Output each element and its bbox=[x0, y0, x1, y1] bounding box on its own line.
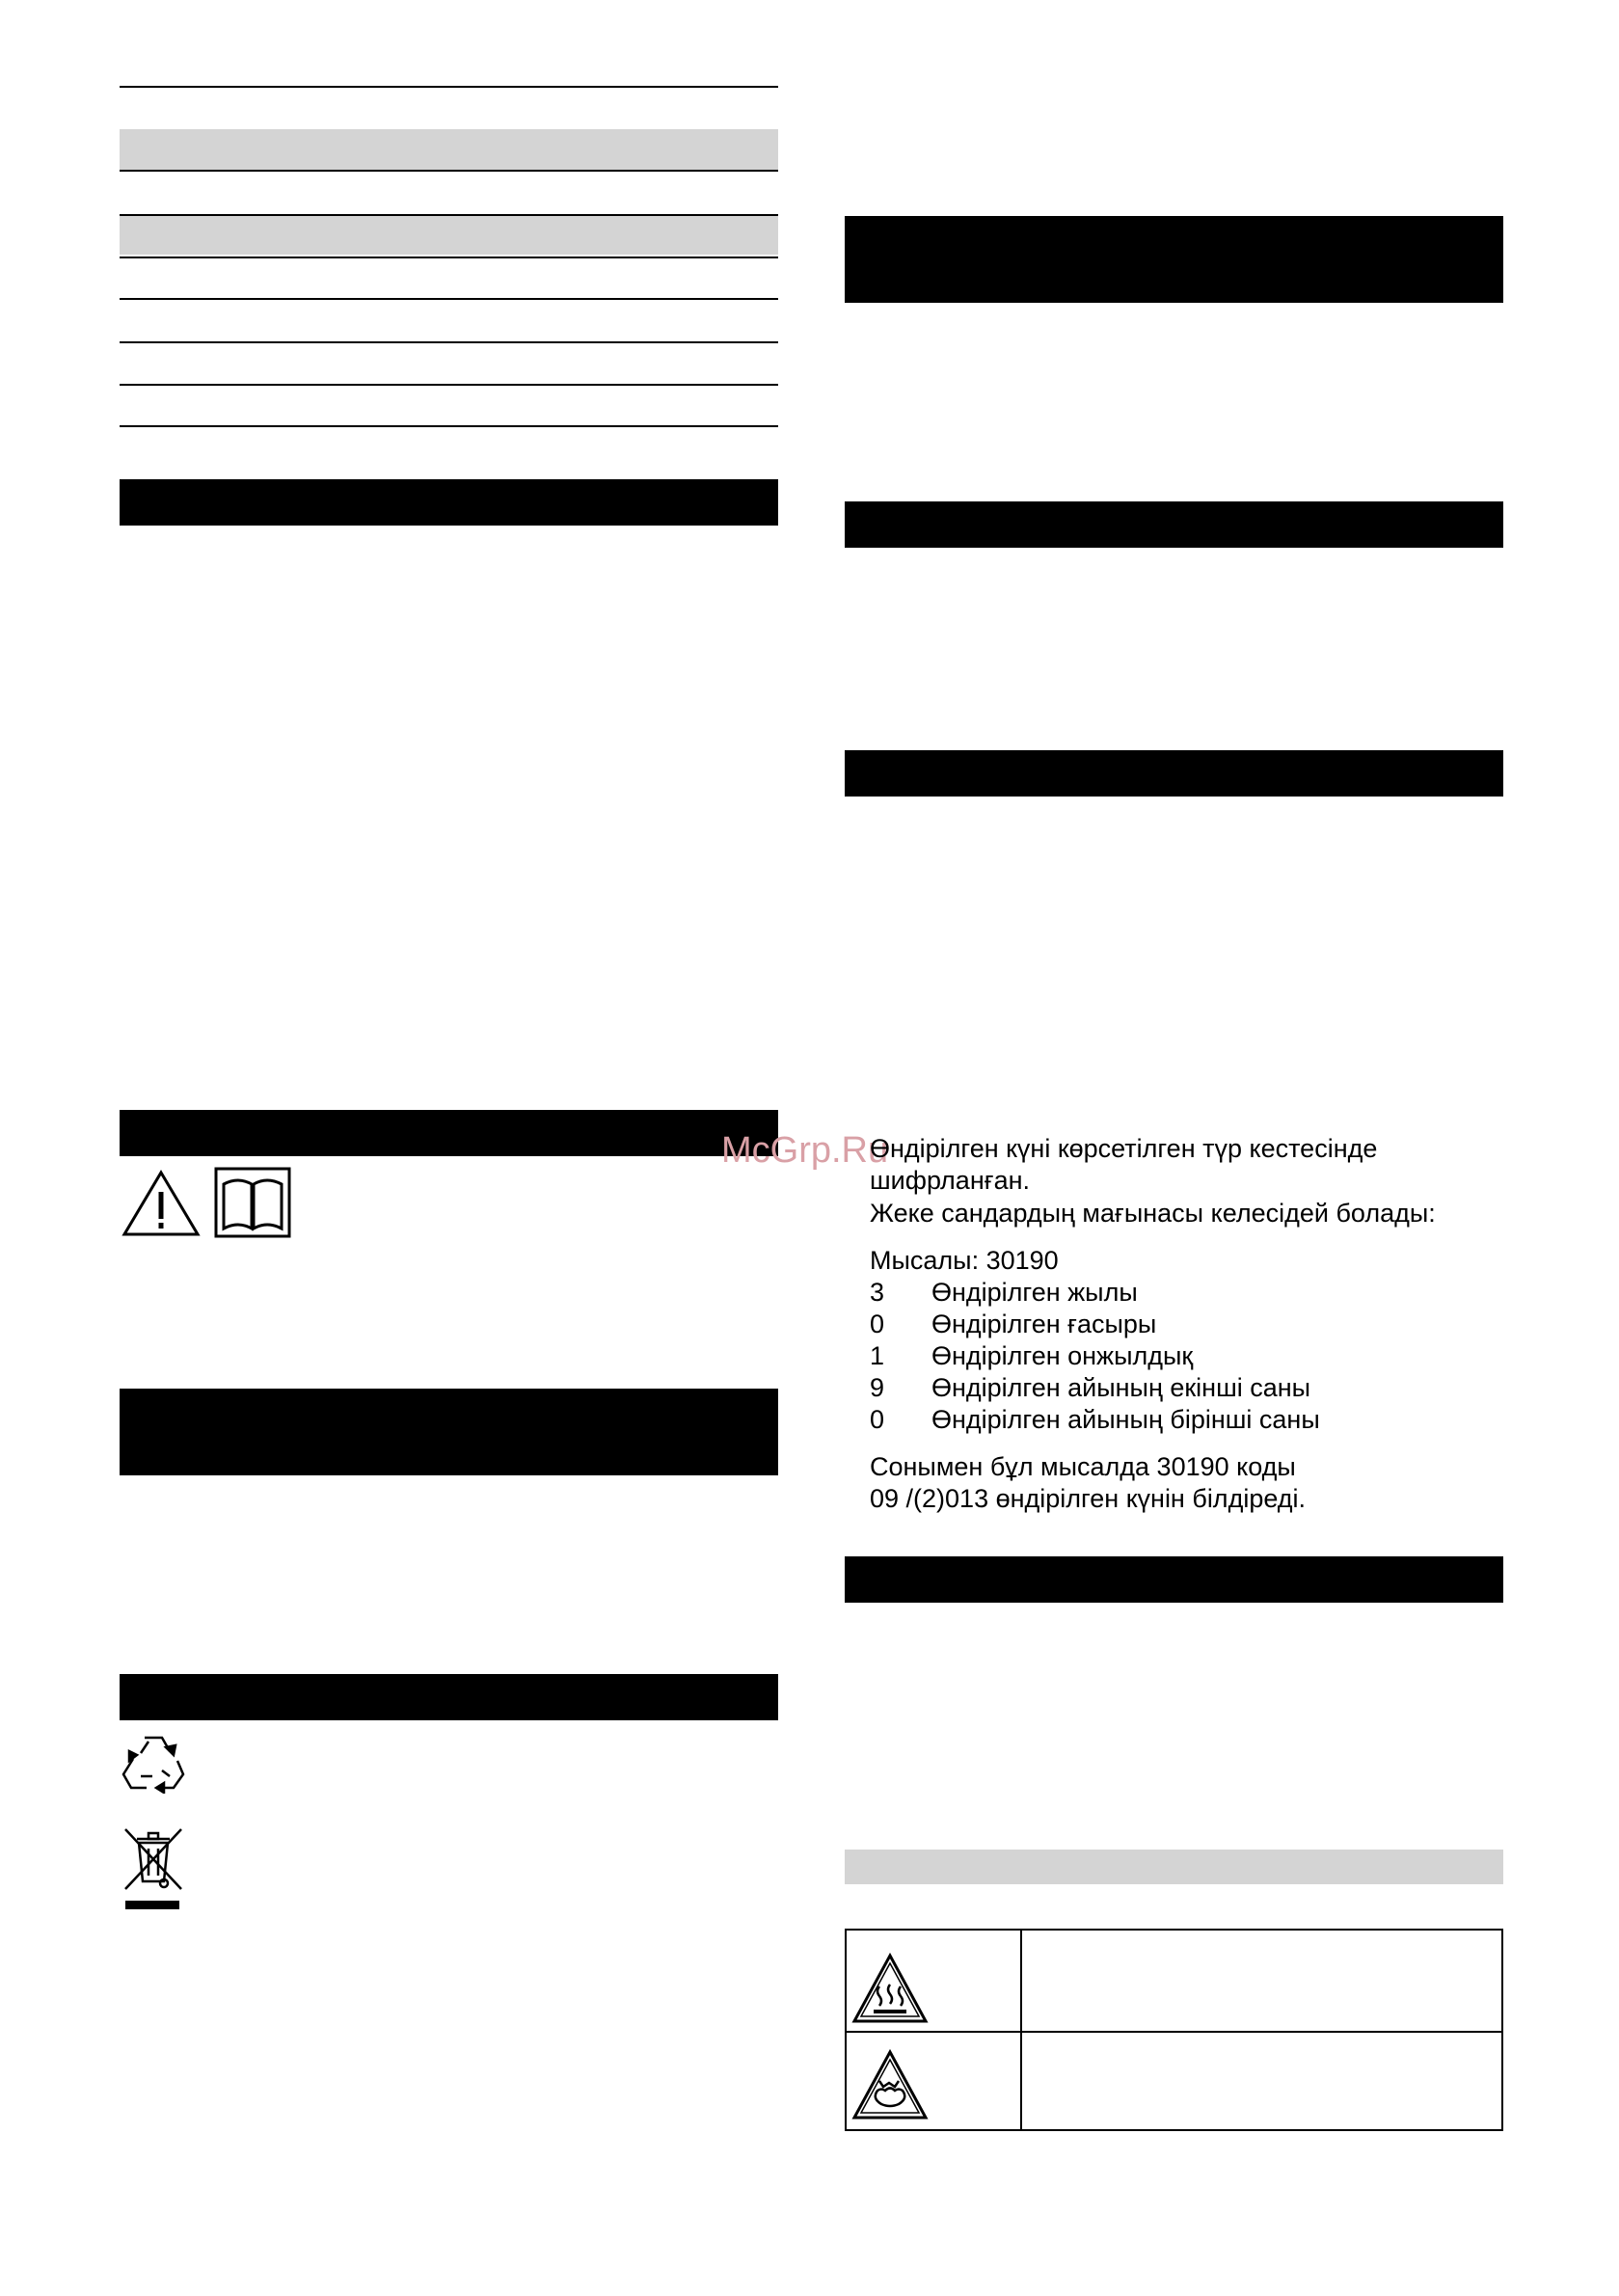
table-rule bbox=[120, 257, 778, 258]
section-heading-bar bbox=[120, 1674, 778, 1720]
date-code-digit: 3 bbox=[870, 1278, 885, 1307]
date-code-meaning: Өндірілген ғасыры bbox=[931, 1310, 1157, 1338]
table-shaded-row bbox=[120, 214, 778, 255]
section-heading-bar bbox=[120, 479, 778, 526]
date-code-digit: 0 bbox=[870, 1310, 885, 1338]
date-code-meaning: Өндірілген онжылдық bbox=[931, 1341, 1194, 1370]
date-code-summary: 09 /(2)013 өндірілген күнін білдіреді. bbox=[870, 1484, 1307, 1513]
recycle-icon bbox=[120, 1732, 187, 1794]
date-code-intro: шифрланған. bbox=[870, 1166, 1031, 1195]
subsection-heading-bar bbox=[845, 1850, 1503, 1884]
crossed-out-bin-icon bbox=[121, 1825, 185, 1912]
table-shaded-row bbox=[120, 129, 778, 170]
section-heading-bar bbox=[845, 750, 1503, 797]
table-rule bbox=[120, 298, 778, 300]
open-book-icon bbox=[214, 1167, 291, 1238]
table-rule-top bbox=[120, 86, 778, 88]
watermark: McGrp.Ru bbox=[721, 1130, 889, 1171]
table-rule bbox=[120, 341, 778, 343]
section-heading-bar bbox=[120, 1389, 778, 1475]
hot-steam-warning-icon bbox=[850, 2048, 930, 2121]
hot-surface-warning-icon bbox=[850, 1952, 930, 2025]
date-code-digit: 0 bbox=[870, 1405, 885, 1434]
warning-triangle-icon bbox=[121, 1169, 202, 1238]
date-code-summary: Сонымен бұл мысалда 30190 коды bbox=[870, 1452, 1296, 1481]
table-rule-bottom bbox=[120, 425, 778, 427]
symbols-table bbox=[845, 1929, 1503, 2131]
section-heading-bar bbox=[120, 1110, 778, 1156]
table-rule bbox=[120, 214, 778, 216]
date-code-meaning: Өндірілген айының бірінші саны bbox=[931, 1405, 1320, 1434]
date-code-intro: Өндірілген күні көрсетілген түр кестесінде bbox=[870, 1134, 1378, 1163]
table-rule bbox=[120, 170, 778, 172]
section-heading-bar bbox=[845, 501, 1503, 548]
table-rule bbox=[120, 384, 778, 386]
date-code-intro: Жеке сандардың мағынасы келесідей болады: bbox=[870, 1199, 1436, 1228]
date-code-meaning: Өндірілген айының екінші саны bbox=[931, 1373, 1311, 1402]
date-code-digit: 9 bbox=[870, 1373, 885, 1402]
date-code-example: Мысалы: 30190 bbox=[870, 1246, 1059, 1275]
section-heading-bar bbox=[845, 216, 1503, 303]
table-divider bbox=[1020, 1931, 1022, 2129]
table-divider bbox=[847, 2031, 1501, 2033]
date-code-meaning: Өндірілген жылы bbox=[931, 1278, 1138, 1307]
date-code-digit: 1 bbox=[870, 1341, 885, 1370]
section-heading-bar bbox=[845, 1556, 1503, 1603]
